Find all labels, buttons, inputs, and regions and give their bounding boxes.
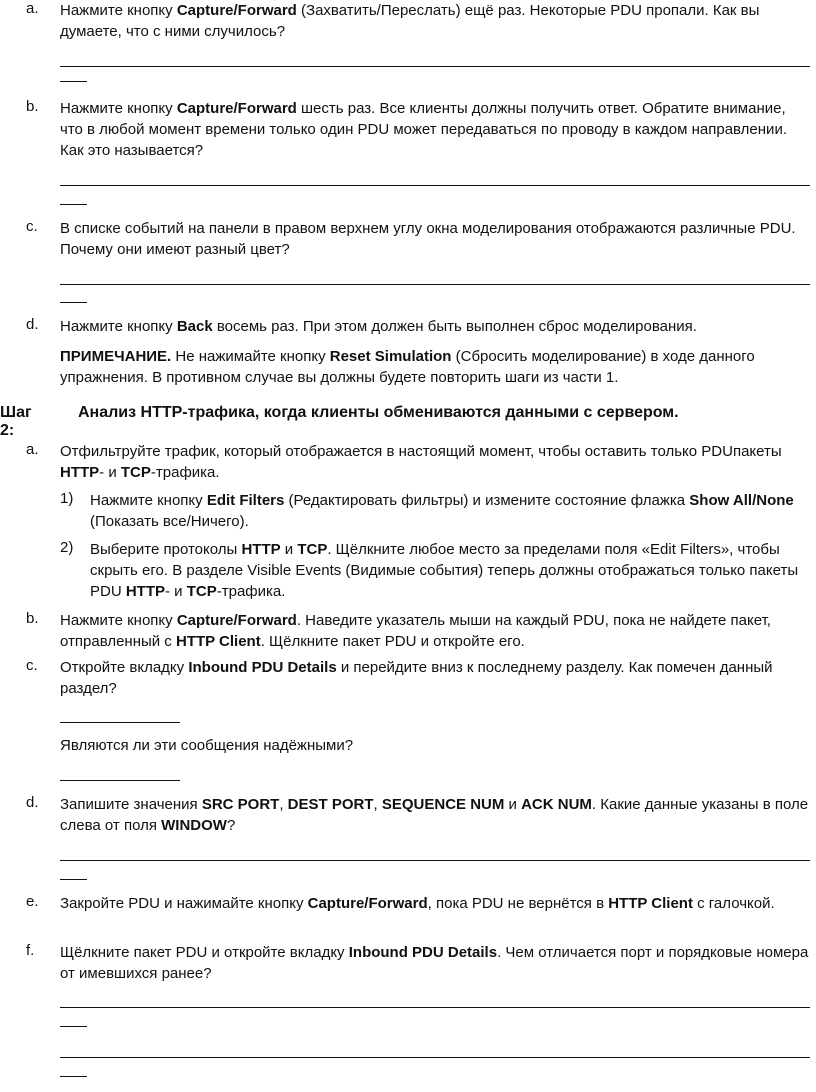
answer-line[interactable] bbox=[60, 284, 810, 285]
answer-line[interactable] bbox=[60, 1007, 810, 1008]
answer-line-short bbox=[60, 81, 87, 82]
answer-blank[interactable] bbox=[60, 780, 180, 781]
question-text: Нажмите кнопку Capture/Forward. Наведите указатель мыши на каждый PDU, пока не найдете пакет, отправленный с HTTP Client. Щёлкните пакет PDU и откройте его. bbox=[60, 612, 771, 650]
item-letter: c. bbox=[26, 657, 38, 674]
step2-question-a bbox=[26, 441, 812, 483]
item-letter: b. bbox=[26, 610, 39, 627]
substep-text: Нажмите кнопку Edit Filters (Редактировать фильтры) и измените состояние флажка Show All/None (Показать все/Ничего). bbox=[90, 492, 794, 530]
item-letter: a. bbox=[26, 0, 39, 17]
answer-blank[interactable] bbox=[60, 722, 180, 723]
substep-text: Выберите протоколы HTTP и TCP. Щёлкните любое место за пределами поля «Edit Filters», чтобы скрыть его. В разделе Visible Events (Видимые события) теперь должны отображаться только пакеты PDU HTTP- и TCP-трафика. bbox=[90, 541, 799, 600]
question-text: Нажмите кнопку Back восемь раз. При этом должен быть выполнен сброс моделирования. bbox=[60, 318, 697, 335]
item-letter: a. bbox=[26, 441, 39, 458]
answer-line-short bbox=[60, 879, 87, 880]
answer-line-short bbox=[60, 1026, 87, 1027]
step-label: Шаг 2: bbox=[0, 404, 32, 439]
item-letter: b. bbox=[26, 98, 39, 115]
answer-line[interactable] bbox=[60, 860, 810, 861]
answer-line[interactable] bbox=[60, 185, 810, 186]
question-text: Запишите значения SRC PORT, DEST PORT, SEQUENCE NUM и ACK NUM. Какие данные указаны в поле слева от поля WINDOW? bbox=[60, 796, 809, 834]
step2-question-e bbox=[26, 893, 812, 914]
substep-number: 2) bbox=[60, 539, 74, 556]
answer-line-short bbox=[60, 204, 87, 205]
step2-question-f bbox=[26, 942, 812, 984]
question-text: Нажмите кнопку Capture/Forward шесть раз. Все клиенты должны получить ответ. Обратите внимание, что в любой момент времени только один PDU может передаваться по проводу в каждом направлении. Как это называется? bbox=[60, 100, 787, 159]
item-letter: d. bbox=[26, 316, 39, 333]
answer-line-short bbox=[60, 302, 87, 303]
question-d bbox=[26, 316, 812, 337]
answer-line-short bbox=[60, 1076, 87, 1077]
question-text: В списке событий на панели в правом верхнем углу окна моделирования отображаются различные PDU. Почему они имеют разный цвет? bbox=[60, 220, 796, 258]
substep-2 bbox=[60, 539, 810, 602]
question-text: Откройте вкладку Inbound PDU Details и перейдите вниз к последнему разделу. Как помечен данный раздел? bbox=[60, 659, 773, 697]
substep-1 bbox=[60, 490, 810, 532]
step2-question-c bbox=[26, 657, 812, 699]
item-letter: e. bbox=[26, 893, 39, 910]
step2-question-b bbox=[26, 610, 812, 652]
note-paragraph: ПРИМЕЧАНИЕ. Не нажимайте кнопку Reset Simulation (Сбросить моделирование) в ходе данного упражнения. В противном случае вы должны будете повторить шаги из части 1. bbox=[60, 348, 755, 386]
answer-line[interactable] bbox=[60, 66, 810, 67]
item-letter: d. bbox=[26, 794, 39, 811]
step2-question-d bbox=[26, 794, 812, 836]
question-a bbox=[26, 0, 812, 42]
answer-line[interactable] bbox=[60, 1057, 810, 1058]
question-text: Являются ли эти сообщения надёжными? bbox=[60, 737, 354, 754]
item-letter: c. bbox=[26, 218, 38, 235]
question-text: Щёлкните пакет PDU и откройте вкладку Inbound PDU Details. Чем отличается порт и порядковые номера от имевшихся ранее? bbox=[60, 944, 809, 982]
question-text: Отфильтруйте трафик, который отображается в настоящий момент, чтобы оставить только PDUпакеты HTTP- и TCP-трафика. bbox=[60, 443, 782, 481]
step-title: Анализ HTTP-трафика, когда клиенты обмениваются данными с сервером. bbox=[78, 404, 679, 421]
item-letter: f. bbox=[26, 942, 35, 959]
question-b bbox=[26, 98, 812, 161]
question-text: Закройте PDU и нажимайте кнопку Capture/Forward, пока PDU не вернётся в HTTP Client с галочкой. bbox=[60, 895, 775, 912]
question-text: Нажмите кнопку Capture/Forward (Захватить/Переслать) ещё раз. Некоторые PDU пропали. Как вы думаете, что с ними случилось? bbox=[60, 2, 760, 40]
question-c bbox=[26, 218, 812, 260]
substep-number: 1) bbox=[60, 490, 74, 507]
